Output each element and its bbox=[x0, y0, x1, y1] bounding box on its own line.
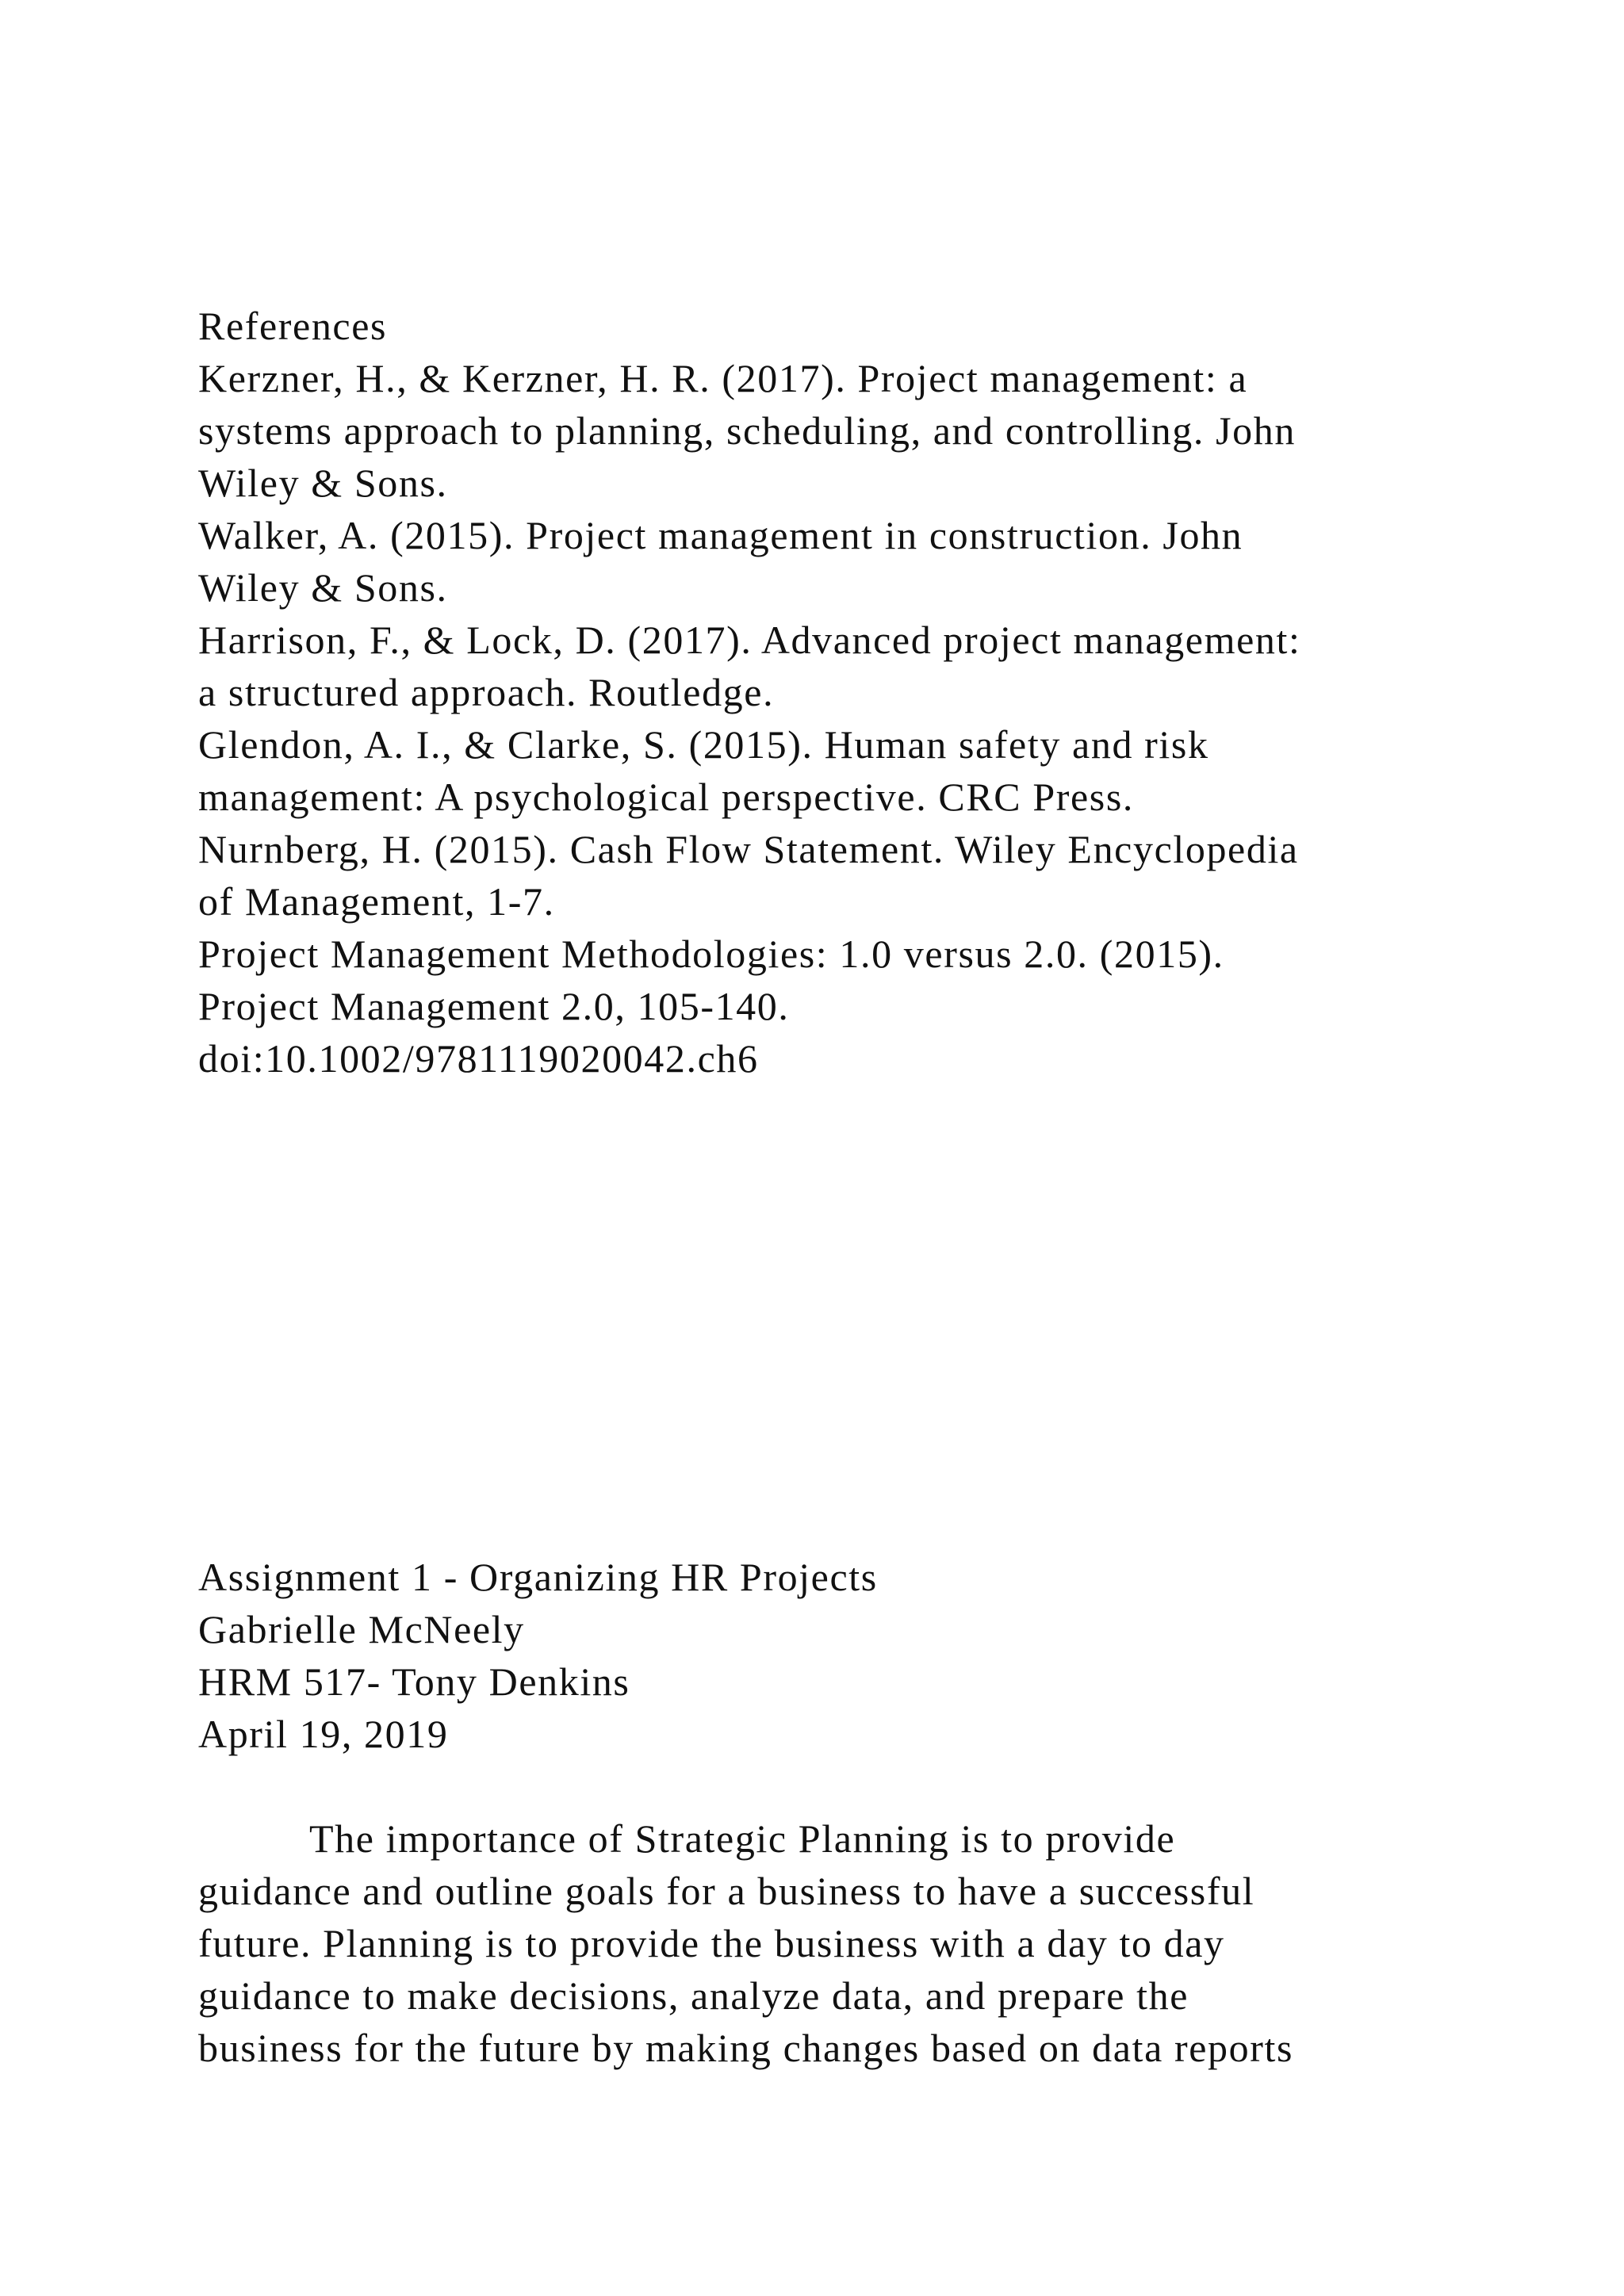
reference-line: Harrison, F., & Lock, D. (2017). Advanced project management: bbox=[198, 618, 1301, 662]
reference-line: of Management, 1-7. bbox=[198, 879, 555, 924]
reference-line: Project Management 2.0, 105-140. bbox=[198, 984, 790, 1028]
assignment-header bbox=[198, 1551, 1467, 1760]
body-paragraph bbox=[198, 1812, 1467, 2074]
reference-line: Project Management Methodologies: 1.0 versus 2.0. (2015). bbox=[198, 932, 1224, 976]
reference-line: Kerzner, H., & Kerzner, H. R. (2017). Project management: a bbox=[198, 356, 1248, 400]
paragraph-line: future. Planning is to provide the business with a day to day bbox=[198, 1921, 1225, 1965]
reference-line: management: A psychological perspective. CRC Press. bbox=[198, 775, 1135, 819]
reference-line: Wiley & Sons. bbox=[198, 565, 448, 610]
reference-line: Glendon, A. I., & Clarke, S. (2015). Human safety and risk bbox=[198, 722, 1209, 767]
references-heading: References bbox=[198, 304, 388, 348]
paragraph-line: The importance of Strategic Planning is to provide bbox=[309, 1816, 1176, 1861]
assignment-date: April 19, 2019 bbox=[198, 1712, 449, 1756]
reference-line: Nurnberg, H. (2015). Cash Flow Statement. Wiley Encyclopedia bbox=[198, 827, 1299, 871]
reference-line: Wiley & Sons. bbox=[198, 461, 448, 505]
paragraph-line: business for the future by making changes based on data reports bbox=[198, 2026, 1293, 2070]
course-info: HRM 517- Tony Denkins bbox=[198, 1659, 630, 1704]
assignment-title: Assignment 1 - Organizing HR Projects bbox=[198, 1555, 878, 1599]
author-name: Gabrielle McNeely bbox=[198, 1607, 525, 1651]
paragraph-line: guidance and outline goals for a business to have a successful bbox=[198, 1869, 1255, 1913]
reference-line: doi:10.1002/9781119020042.ch6 bbox=[198, 1036, 759, 1081]
references-section bbox=[198, 300, 1467, 1085]
reference-line: Walker, A. (2015). Project management in construction. John bbox=[198, 513, 1243, 557]
paragraph-line: guidance to make decisions, analyze data, and prepare the bbox=[198, 1973, 1189, 2018]
reference-line: a structured approach. Routledge. bbox=[198, 670, 775, 714]
reference-line: systems approach to planning, scheduling, and controlling. John bbox=[198, 408, 1296, 453]
